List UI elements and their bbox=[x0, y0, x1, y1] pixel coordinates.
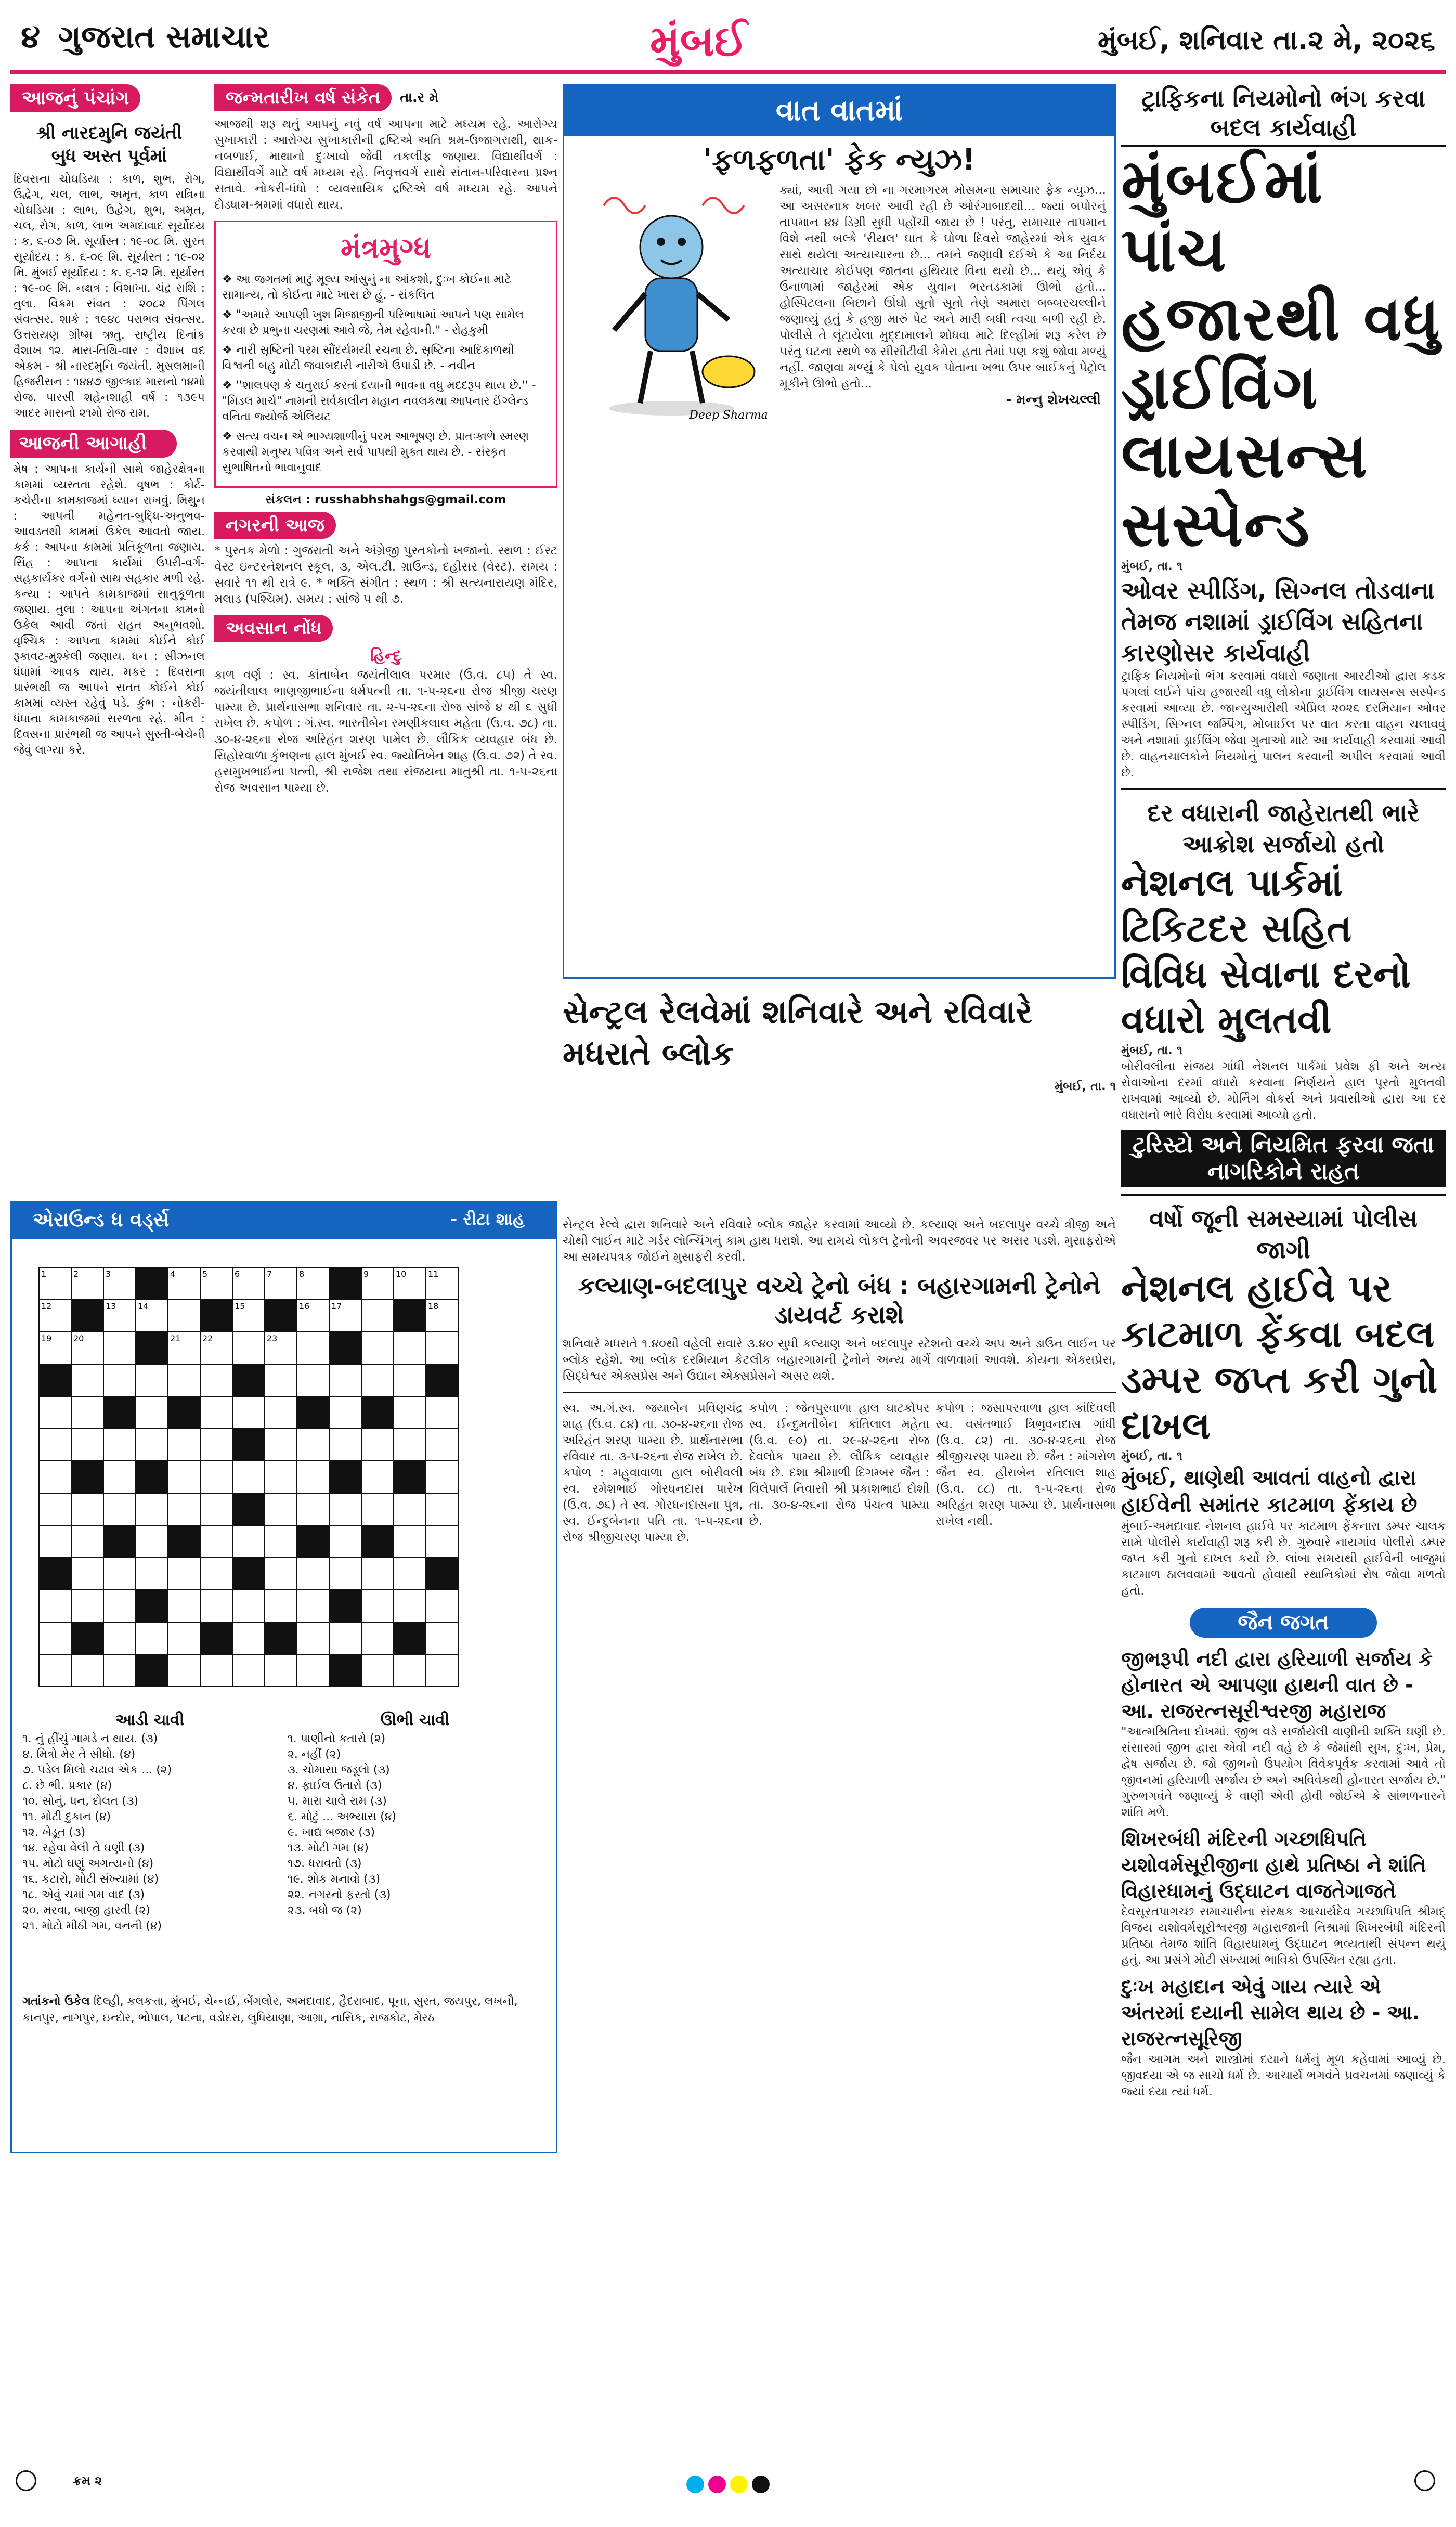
clue: ૨૨. નગરનો ફરતો (૩) bbox=[288, 1888, 391, 1901]
central-body: સેન્ટ્રલ રેલ્વે દ્વારા શનિવારે અને રવિવારે બ્લોક જાહેર કરવામાં આવ્યો છે. કલ્યાણ અને બદલાપુર વચ્ચે ત્રીજી અને ચોથી લાઈન માટે ગર્ડર લોન્ચિંગનું કામ હાથ ધરાશે. આ સમયે લોકલ ટ્રેનોની અવરજવર પર અસર પડશે. મુસાફરોએ આ સમયપત્રક જોઈને મુસાફરી કરવી. bbox=[563, 1218, 1116, 1264]
crossword-cell[interactable] bbox=[232, 1525, 265, 1558]
crossword-cell[interactable] bbox=[71, 1493, 103, 1525]
mantra-item: ❖ આ જગતમાં માટું મૂલ્ય આંસુનું ના આંકશો, દુઃખ કોઈના માટે સામાન્ય, તો કોઈના માટે ખાસ છે હું. - સંકલિત bbox=[222, 273, 511, 302]
crossword-cell[interactable] bbox=[394, 1396, 426, 1429]
crossword-cell[interactable] bbox=[103, 1429, 136, 1461]
crossword-cell[interactable] bbox=[361, 1461, 394, 1493]
vaat-header: વાત વાતમાં bbox=[564, 86, 1114, 136]
crossword-cell[interactable] bbox=[361, 1558, 394, 1590]
crossword-block bbox=[103, 1396, 136, 1429]
janma-date: તા.ર મે bbox=[400, 89, 439, 106]
crossword-cell[interactable] bbox=[297, 1493, 329, 1525]
down-head: ઊભી ચાવી bbox=[380, 1711, 450, 1729]
crossword-block bbox=[71, 1300, 103, 1332]
clue: ૧૫. મોટો ઘણું અગત્યનો (૪) bbox=[22, 1857, 154, 1870]
highway-dateline: મુંબઈ, તા. ૧ bbox=[1121, 1449, 1183, 1463]
crossword-block bbox=[232, 1558, 265, 1590]
panchang-title: શ્રી નારદમુનિ જયંતી બુધ અસ્ત પૂર્વમાં bbox=[36, 123, 183, 166]
crossword-block bbox=[232, 1429, 265, 1461]
crossword-number: 5 bbox=[202, 1269, 208, 1279]
clue: ૧. નું હીંચું ગામડે ન થાય. (૩) bbox=[22, 1732, 158, 1745]
vaat-body: ક્યાં, આવી ગયા છો ના ગરમાગરમ મોસમના સમાચાર ફેક ન્યુઝ... આ અસરનાક ખબર આવી રહી છે ઓરંગાબાદથી... જ્યાં બપોરનું તાપમાન ૪૪ ડિગ્રી સુધી પહોંચી જાય છે ! પરંતુ, સમાચાર તાપમાન વિશે નથી બલ્કે 'રીયલ' ઘાત કે ઘોળા દિવસે જાહેરમાં એક યુવક સાથે થયેલા અત્યાચારના છે... તમને જણાવી દઈએ કે આ નિર્દય અત્યાચાર કોઈપણ જાતના હથિયાર વિના થયો છે... થયું એવું કે ઉનાળામાં જાહેરમાં એક યુવાન ભરતડકામાં ઊભો હતો... હોસ્પિટલના બિછાને ઊંઘો સૂતો સૂતો તેણે અમારા બબ્બરચલ્લીને જણાવ્યું હતું કે હજી મારું પેટ અને મારી બધી ત્વચા બળી રહી છે. પોલીસે તે લૂંટાયેલા મુદ્દામાલને શોધવા માટે દિલ્હીમાં શરૂ કરેલ છે પરંતુ ઘટના સ્થળે જ સીસીટીવી કેમેરા હતા તેમાં પણ કશું જોવા મળ્યું નહીં. જાણવા મળ્યું કે પેલો યુવક પોતાના ખભા ઉપર બાઈકનું પેટ્રોલ મૂકીને ઊભો હતો... bbox=[779, 184, 1106, 391]
crossword-block bbox=[136, 1654, 168, 1687]
crossword-cell[interactable] bbox=[361, 1622, 394, 1654]
crossword-cell[interactable] bbox=[265, 1461, 297, 1493]
crossword-cell[interactable] bbox=[297, 1461, 329, 1493]
crossword-cell[interactable] bbox=[426, 1396, 458, 1429]
crossword-cell[interactable] bbox=[136, 1396, 168, 1429]
crossword-cell[interactable] bbox=[71, 1654, 103, 1687]
crossword-block bbox=[136, 1267, 168, 1300]
crossword-block bbox=[39, 1364, 71, 1396]
crossword-cell[interactable] bbox=[39, 1461, 71, 1493]
avsan-body: કાળ વર્ણ : સ્વ. કાંતાબેન જયંતીલાલ પરમાર (ઉ.વ. ૮૫) તે સ્વ. જયંતીલાલ ભાણજીભાઈના ધર્મપત્ની તા. ૧-૫-૨૬ના રોજ શ્રીજી ચરણ પામ્યા છે. પ્રાર્થનાસભા શનિવાર તા. ૨-૫-૨૬ના રોજ સાંજે ૪ થી ૬ સુધી રાખેલ છે. કપોળ : ગં.સ્વ. ભારતીબેન રમણીકલાલ મહેતા (ઉ.વ. ૭૮) તા. ૩૦-૪-૨૬ના રોજ અરિહંત શરણ પામેલ છે. લૌકિક વ્યવહાર બંધ છે. સિહોરવાળા કુંભણના હાલ મુંબઈ સ્વ. જ્યોતિબેન શાહ (ઉ.વ. ૭૨) તે સ્વ. હસમુખભાઈના પત્ની, શ્રી રાજેશ તથા સંજયના માતુશ્રી તા. ૧-૫-૨૬ના રોજ અવસાન પામ્યા છે. bbox=[214, 668, 557, 795]
mantra-list bbox=[222, 272, 550, 476]
crossword-answer bbox=[22, 1993, 548, 2027]
crossword-cell[interactable] bbox=[426, 1429, 458, 1461]
clue: ૯. ખાદ્ય બજાર (૩) bbox=[288, 1826, 375, 1839]
crossword-cell[interactable] bbox=[39, 1429, 71, 1461]
nagar-body: * પુસ્તક મેળો : ગુજરાતી અને અંગ્રેજી પુસ્તકોનો ખજાનો. સ્થળ : ઈસ્ટ વેસ્ટ ઇન્ટરનેશનલ સ્કૂલ, ૩, એલ.ટી. ગ્રાઉન્ડ, દહીસર (વેસ્ટ). સમય : સવારે ૧૧ થી રાત્રે ૯. * ભક્તિ સંગીત : સ્થળ : શ્રી સત્યનારાયણ મંદિર, મલાડ (પશ્ચિમ). સમય : સાંજે ૫ થી ૭. bbox=[214, 544, 557, 606]
jain-head-2: શિખરબંધી મંદિરની ગચ્છાધિપતિ યશોવર્મસૂરીજીના હાથે પ્રતિષ્ઠા ને શાંતિ વિહારધામનું ઉદ્ઘાટન વાજતેગાજતે bbox=[1121, 1828, 1426, 1902]
crossword-block bbox=[394, 1622, 426, 1654]
answer-text: દિલ્હી, કલકત્તા, મુંબઈ, ચેન્નઈ, બેંગલોર, અમદાવાદ, હૈદરાબાદ, પૂના, સુરત, જયપુર, લખનૌ, કાનપુર, નાગપુર, ઇન્દોર, ભોપાલ, પટના, વડોદરા, લુધિયાણા, આગ્રા, નાસિક, રાજકોટ, મેરઠ bbox=[22, 1995, 518, 2025]
crossword-number: 10 bbox=[396, 1269, 407, 1279]
page-number: ૪ bbox=[21, 19, 41, 55]
crossword-block bbox=[168, 1396, 200, 1429]
clue: ૪. મિત્રો મેર તે સીધો. (૪) bbox=[22, 1748, 136, 1761]
crossword-block bbox=[329, 1654, 361, 1687]
crossword-clues bbox=[22, 1713, 548, 1983]
crossword-cell[interactable] bbox=[361, 1429, 394, 1461]
compiler-email: સંકલન : russhabhshahgs@gmail.com bbox=[265, 493, 506, 507]
clue: ૭. પડેલ મિલો ચઢાવ એક ... (૨) bbox=[22, 1764, 172, 1777]
crossword-box bbox=[10, 1201, 557, 2153]
crossword-cell[interactable] bbox=[297, 1332, 329, 1364]
crossword-cell[interactable] bbox=[168, 1461, 200, 1493]
clue: ૧. પાણીનો કતારો (૨) bbox=[288, 1732, 386, 1745]
obituary-columns bbox=[563, 1401, 1116, 1546]
crossword-block bbox=[200, 1300, 232, 1332]
masthead-left bbox=[21, 19, 269, 55]
clue: ૮. છે ભી. પ્રકાર (૪) bbox=[22, 1779, 112, 1792]
crossword-cell[interactable] bbox=[361, 1493, 394, 1525]
crossword-block bbox=[232, 1364, 265, 1396]
vaat-box bbox=[563, 84, 1116, 979]
paper-name: ગુજરાત સમાચાર bbox=[58, 19, 270, 55]
jain-head-3: દુઃખ મહાદાન એવું ગાય ત્યારે એ અંતરમાં દયાની સામેલ થાય છે - આ. રાજરત્નસૂરિજી bbox=[1121, 1975, 1420, 2050]
crossword-cell[interactable] bbox=[329, 1364, 361, 1396]
crossword-block bbox=[297, 1396, 329, 1429]
color-bar-icon bbox=[686, 2476, 770, 2493]
crossword-cell[interactable] bbox=[329, 1558, 361, 1590]
crossword-cell[interactable] bbox=[71, 1429, 103, 1461]
clue: ૧૪. રહેવા વેલી તે ઘણી (૩) bbox=[22, 1842, 145, 1855]
crossword-number: 13 bbox=[106, 1301, 116, 1311]
traffic-dateline: મુંબઈ, તા. ૧ bbox=[1121, 560, 1183, 573]
crossword-block bbox=[361, 1525, 394, 1558]
obit-col: કપોળ : જસાપરવાળા હાલ કાંદિવલી સ્વ. વસંતભાઈ ત્રિભુવનદાસ ગાંધી (ઉ.વ. ૮૨) તા. ૩૦-૪-૨૬ના રોજ શ્રીજીચરણ પામ્યા છે. જૈન : માંગરોળ જૈન સ્વ. હીરાબેન રતિલાલ શાહ (ઉ.વ. ૮૮) તા. ૧-૫-૨૬ના રોજ અરિહંત શરણ પામ્યા છે. પ્રાર્થનાસભા રાખેલ નથી. bbox=[935, 1402, 1116, 1528]
crossword-cell[interactable] bbox=[426, 1332, 458, 1364]
crossword-cell[interactable] bbox=[426, 1622, 458, 1654]
crossword-cell[interactable] bbox=[297, 1429, 329, 1461]
divider bbox=[563, 1392, 1116, 1393]
crossword-block bbox=[426, 1364, 458, 1396]
highway-subhead: મુંબઈ, થાણેથી આવતાં વાહનો દ્વારા હાઈવેની સમાંતર કાટમાળ ફેંકાય છે bbox=[1121, 1466, 1418, 1517]
crossword-cell[interactable] bbox=[136, 1558, 168, 1590]
clue: ૫. મારા ચાલે રામ (૩) bbox=[288, 1795, 387, 1808]
crossword-cell[interactable] bbox=[426, 1654, 458, 1687]
crossword-cell[interactable] bbox=[265, 1525, 297, 1558]
traffic-body: ટ્રાફિક નિયમોનો ભંગ કરવામાં વધારો જણાતા આરટીઓ દ્વારા કડક પગલાં લઈને પાંચ હજારથી વધુ લોકોના ડ્રાઈવિંગ લાયસન્સ સસ્પેન્ડ કરવામાં આવ્યા છે. જાન્યુઆરીથી એપ્રિલ ૨૦૨૬ દરમિયાન ઓવર સ્પીડિંગ, સિગ્નલ જમ્પિંગ, મોબાઈલ પર વાત કરતા વાહન ચલાવવું અને નશામાં ડ્રાઈવિંગ જેવા ગુનાઓ માટે આ કાર્યવાહી કરવામાં આવી છે. વાહનચાલકોને નિયમોનું પાલન કરવાની અપીલ કરવામાં આવી છે. bbox=[1121, 669, 1446, 780]
janma-tag: જન્મતારીખ વર્ષ સંકેત bbox=[214, 84, 392, 111]
crossword-cell[interactable] bbox=[200, 1590, 232, 1622]
clue: ૧૯. શોક મનાવો (૩) bbox=[288, 1873, 381, 1886]
highway-kicker: વર્ષો જૂની સમસ્યામાં પોલીસ જાગી bbox=[1149, 1204, 1418, 1264]
highway-body: મુંબઈ-અમદાવાદ નેશનલ હાઈવે પર કાટમાળ ફેંકનારા ડમ્પર ચાલક સામે પોલીસે કાર્યવાહી શરૂ કરી છે. ગુરુવારે નાયગાંવ પોલીસે ડમ્પર જપ્ત કરી ગુનો દાખલ કર્યો છે. લાંબા સમયથી હાઈવેની બાજુમાં કાટમાળ ઠાલવવામાં આવતો હોવાથી સ્થાનિકોમાં રોષ જોવા મળતો હતો. bbox=[1121, 1520, 1446, 1598]
janma-body: આજથી શરૂ થતું આપનું નવું વર્ષ આપના માટે મધ્યમ રહે. આરોગ્ય સુખાકારી : આરોગ્ય સુખાકારીની દ્રષ્ટિએ અતિ શ્રમ-ઉજાગરાથી, થાક-નબળાઈ, માથાનો દુઃખાવો જેવી તકલીફ જણાય. વિદ્યાર્થીવર્ગ : વિદ્યાર્થીવર્ગે માટે વર્ષ મધ્યમ રહે. નિવૃત્તવર્ગ સાથે સંતાન-પરિવારના પ્રશ્ન સતાવે. નોકરી-ધંધો : વ્યવસાયિક દ્રષ્ટિએ વર્ષ મધ્યમ રહે. આપને દોડધામ-શ્રમમાં વધારો થાય. bbox=[214, 118, 557, 212]
crossword-cell[interactable] bbox=[329, 1525, 361, 1558]
jain-body-2: દેવસૂરતપાગચ્છ સમાચારીના સંરક્ષક આચાર્યદેવ ગચ્છાધિપતિ શ્રીમદ્ વિજય યશોવર્મસૂરીશ્વરજી મહારાજાની નિશ્રામાં શિખરબંધી મંદિરની પ્રતિષ્ઠા તેમજ શાંતિ વિહારધામનું ઉદ્ઘાટન ભવ્યતાથી સંપન્ન થયું હતું. આ પ્રસંગે મોટી સંખ્યામાં ભાવિકો ઉપસ્થિત રહ્યા હતા. bbox=[1121, 1905, 1446, 1967]
crossword-cell[interactable] bbox=[426, 1525, 458, 1558]
panchang-tag: આજનું પંચાંગ bbox=[10, 84, 140, 112]
crossword-number: 12 bbox=[41, 1301, 52, 1311]
crossword-cell[interactable] bbox=[232, 1461, 265, 1493]
column-vaat bbox=[563, 84, 1116, 1208]
crossword-number: 22 bbox=[202, 1333, 213, 1343]
crossword-cell[interactable] bbox=[168, 1493, 200, 1525]
park-headline: નેશનલ પાર્કમાં ટિકિટદર સહિત વિવિધ સેવાના દરનો વધારો મુલતવી bbox=[1121, 861, 1411, 1042]
date-line: મુંબઈ, શનિવાર તા.૨ મે, ૨૦૨૬ bbox=[1098, 25, 1435, 56]
clue: ૨. નહીં (૨) bbox=[288, 1748, 341, 1761]
crossword-title: એરાઉન્ડ ધ વર્ડ્સ bbox=[33, 1208, 170, 1231]
crossword-title-bar bbox=[12, 1203, 556, 1239]
park-dateline: મુંબઈ, તા. ૧ bbox=[1121, 1044, 1183, 1057]
jain-head-1: જીભરૂપી નદી દ્વારા હરિયાળી સર્જાય કે હોનારત એ આપણા હાથની વાત છે - આ. રાજરત્નસૂરીશ્વરજી મહારાજ bbox=[1121, 1648, 1433, 1722]
crossword-block bbox=[297, 1525, 329, 1558]
crossword-cell[interactable] bbox=[329, 1396, 361, 1429]
crossword-cell[interactable] bbox=[426, 1493, 458, 1525]
crossword-cell[interactable] bbox=[265, 1493, 297, 1525]
clue: ૬. મોટું ... અભ્યાસ (૪) bbox=[288, 1810, 396, 1823]
traffic-kicker: ટ્રાફિકના નિયમોનો ભંગ કરવા બદલ કાર્યવાહી bbox=[1121, 84, 1446, 147]
crossword-cell[interactable] bbox=[103, 1364, 136, 1396]
crossword-cell[interactable] bbox=[168, 1300, 200, 1332]
crossword-number: 9 bbox=[363, 1269, 369, 1279]
crossword-cell[interactable] bbox=[232, 1332, 265, 1364]
clue: ૧૧. મોટી દુકાન (૪) bbox=[22, 1810, 111, 1823]
clue: ૨૩. બધો જ (૨) bbox=[288, 1904, 362, 1917]
avsan-tag: અવસાન નોંધ bbox=[214, 615, 333, 642]
crossword-block bbox=[394, 1461, 426, 1493]
crossword-block bbox=[329, 1461, 361, 1493]
rashifal-tag: આજની આગાહી bbox=[10, 430, 177, 458]
column-news bbox=[1121, 84, 1446, 2477]
mantra-item: ❖ સત્ય વચન એ ભાગ્યશાળીનું પરમ આભૂષણ છે. પ્રાતઃકાળે સ્મરણ કરવાથી મનુષ્ય પવિત્ર અને સર્વ પાપથી મુક્ત થાય છે. - સંસ્કૃત સુભાષિતનો ભાવાનુવાદ bbox=[222, 430, 529, 474]
crossword-cell[interactable] bbox=[361, 1654, 394, 1687]
crossword-cell[interactable] bbox=[71, 1364, 103, 1396]
across-head: આડી ચાવી bbox=[115, 1711, 185, 1729]
clue: ૨૧. મોટો મીઠી ગમ, વનની (૪) bbox=[22, 1920, 162, 1933]
crossword-number: 17 bbox=[331, 1301, 342, 1311]
traffic-subhead: ઓવર સ્પીડિંગ, સિગ્નલ તોડવાના તેમજ નશામાં ડ્રાઈવિંગ સહિતના કારણોસર કાર્યવાહી bbox=[1121, 576, 1435, 667]
crossword-block bbox=[361, 1396, 394, 1429]
central-sub-body: શનિવારે મધરાતે ૧.૪૦થી વહેલી સવારે ૩.૪૦ સુધી કલ્યાણ અને બદલાપુર સ્ટેશનો વચ્ચે અપ અને ડાઉન લાઈન પર બ્લોક રહેશે. આ બ્લોક દરમિયાન કેટલીક બહારગામની ટ્રેનોને અન્ય માર્ગે વાળવામાં આવશે. કોયના એક્સપ્રેસ, સિદ્ધેશ્વર એક્સપ્રેસ અને ઉદ્યાન એક્સપ્રેસને અસર થશે. bbox=[563, 1337, 1116, 1383]
crossword-cell[interactable] bbox=[168, 1622, 200, 1654]
crossword-cell[interactable] bbox=[71, 1558, 103, 1590]
crossword-cell[interactable] bbox=[136, 1493, 168, 1525]
clue: ૨૦. મરવા, બાજી હારવી (૨) bbox=[22, 1904, 150, 1917]
park-body: બોરીવલીના સંજય ગાંધી નેશનલ પાર્કમાં પ્રવેશ ફી અને અન્ય સેવાઓના દરમાં વધારો કરવાના નિર્ણયને હાલ પૂરતો મુલતવી રાખવામાં આવ્યો છે. મોર્નિંગ વોકર્સ અને પ્રવાસીઓ દ્વારા આ દર વધારાનો ભારે વિરોધ કરવામાં આવ્યો હતો. bbox=[1121, 1060, 1446, 1122]
mantra-item: ❖ "અમારે આપણી ખુશ મિજાજીની પરિભાષામાં આપને પણ સામેલ કરવા છે પ્રભુના ચરણમાં આવે જે, તેમ રહેવાની." - રોહકુમી bbox=[222, 308, 524, 337]
crossword-number: 2 bbox=[73, 1269, 79, 1279]
crossword-cell[interactable] bbox=[103, 1590, 136, 1622]
crossword-number: 23 bbox=[267, 1333, 278, 1343]
jain-body-3: જૈન આગમ અને શાસ્ત્રોમાં દયાને ધર્મનું મૂળ કહેવામાં આવ્યું છે. જીવદયા એ જ સાચો ધર્મ છે. આચાર્ય ભગવંતે પ્રવચનમાં જણાવ્યું કે જ્યાં દયા ત્યાં ધર્મ. bbox=[1121, 2053, 1446, 2098]
crossword-cell[interactable] bbox=[103, 1558, 136, 1590]
park-kicker: દર વધારાની જાહેરાતથી ભારે આક્રોશ સર્જાયો હતો bbox=[1147, 799, 1420, 858]
crossword-cell[interactable] bbox=[168, 1558, 200, 1590]
central-dateline: મુંબઈ, તા. ૧ bbox=[1054, 1080, 1116, 1093]
crossword-cell[interactable] bbox=[361, 1332, 394, 1364]
crossword-cell[interactable] bbox=[168, 1654, 200, 1687]
answer-label: ગતાંકનો ઉકેલ bbox=[22, 1995, 90, 2008]
jain-bar: જૈન જગત bbox=[1190, 1608, 1377, 1638]
crossword-number: 16 bbox=[299, 1301, 310, 1311]
print-marks bbox=[10, 2470, 1446, 2502]
crossword-cell[interactable] bbox=[232, 1396, 265, 1429]
crossword-block bbox=[232, 1493, 265, 1525]
crossword-block bbox=[329, 1267, 361, 1300]
crossword-cell[interactable] bbox=[200, 1493, 232, 1525]
nagar-tag: નગરની આજ bbox=[214, 512, 336, 539]
jain-body-1: "આત્મશ્રિતિના દોખમાં. જીભ વડે સર્જાયેલી વાણીની શક્તિ ઘણી છે. સંસારમાં જીભ દ્વારા એવી નદી વહે છે કે જેમાંથી સુખ, દુઃખ, પ્રેમ, દ્વેષ સર્જાય છે. જો જીભનો ઉપયોગ વિવેકપૂર્વક કરવામાં આવે તો જીવનમાં હરિયાળી સર્જાય છે અને અવિવેકથી હોનારત સર્જાય છે." ગુરુભગવંતે જણાવ્યું કે વાણી એવી હોવી જોઈએ કે સાંભળનારને શાંતિ મળે. bbox=[1121, 1725, 1446, 1819]
crossword-cell[interactable] bbox=[103, 1654, 136, 1687]
crossword-cell[interactable] bbox=[297, 1622, 329, 1654]
crossword-cell[interactable] bbox=[200, 1364, 232, 1396]
obit-col: કપોળ : જેતપુરવાળા હાલ ઘાટકોપર સ્વ. ઈન્દુમતીબેન કાંતિલાલ મહેતા (ઉ.વ. ૯૦) તા. ૨૯-૪-૨૬ના રોજ દેવલોક પામ્યા છે. લૌકિક વ્યવહાર બંધ છે. દશા શ્રીમાળી દિગમ્બર જૈન : વિલેપાર્લે નિવાસી શ્રી પ્રકાશભાઈ દોશી તા. ૩૦-૪-૨૬ના રોજ પંચત્વ પામ્યા છે. bbox=[749, 1402, 930, 1528]
crossword-cell[interactable] bbox=[136, 1525, 168, 1558]
crossword-block bbox=[265, 1622, 297, 1654]
crossword-cell[interactable] bbox=[361, 1590, 394, 1622]
newspaper-page bbox=[10, 16, 1446, 2512]
city-label: મુંબઈ bbox=[650, 17, 748, 66]
crossword-cell[interactable] bbox=[71, 1525, 103, 1558]
crossword-cell[interactable] bbox=[200, 1429, 232, 1461]
crossword-cell[interactable] bbox=[361, 1300, 394, 1332]
crossword-number: 20 bbox=[73, 1333, 84, 1343]
mantra-title: મંત્રમુગ્ધ bbox=[341, 231, 431, 265]
crossword-cell[interactable] bbox=[200, 1461, 232, 1493]
vaat-title: 'ફળફળતા' ફેક ન્યુઝ! bbox=[703, 143, 976, 177]
crossword-cell[interactable] bbox=[71, 1590, 103, 1622]
crossword-cell[interactable] bbox=[39, 1590, 71, 1622]
mantra-item: ❖ નારી સૃષ્ટિની પરમ સૌંદર્યમયી રચના છે. સૃષ્ટિના આદિકાળથી વિશ્વની બહુ મોટી જવાબદારી નારીએ ઉપાડી છે. - નવીન bbox=[222, 344, 514, 372]
crossword-cell[interactable] bbox=[297, 1364, 329, 1396]
crossword-number: 21 bbox=[170, 1333, 181, 1343]
crossword-cell[interactable] bbox=[103, 1493, 136, 1525]
crossword-number: 8 bbox=[299, 1269, 305, 1279]
crossword-cell[interactable] bbox=[71, 1396, 103, 1429]
crossword-number: 19 bbox=[41, 1333, 52, 1343]
crossword-cell[interactable] bbox=[329, 1622, 361, 1654]
column-janma bbox=[214, 84, 557, 1208]
crossword-cell[interactable] bbox=[426, 1590, 458, 1622]
registration-mark-icon bbox=[1414, 2470, 1435, 2491]
crossword-block bbox=[394, 1300, 426, 1332]
crossword-cell[interactable] bbox=[394, 1590, 426, 1622]
crossword-byline: - રીટા શાહ bbox=[450, 1209, 525, 1229]
crossword-block bbox=[136, 1590, 168, 1622]
crossword-cell[interactable] bbox=[394, 1493, 426, 1525]
crossword-cell[interactable] bbox=[394, 1525, 426, 1558]
down-clues bbox=[288, 1713, 542, 1919]
avsan-subhead: હિન્દુ bbox=[370, 647, 401, 665]
crossword-cell[interactable] bbox=[103, 1622, 136, 1654]
clue: ૧૩. મોટી ગમ (૪) bbox=[288, 1842, 369, 1855]
crossword-cell[interactable] bbox=[103, 1332, 136, 1364]
crossword-cell[interactable] bbox=[297, 1590, 329, 1622]
traffic-headline: મુંબઈમાં પાંચ હજારથી વધુ ડ્રાઈવિંગ લાયસન્સ સસ્પેન્ડ bbox=[1121, 145, 1441, 560]
crossword-block bbox=[168, 1525, 200, 1558]
crossword-block bbox=[329, 1590, 361, 1622]
crossword-cell[interactable] bbox=[232, 1654, 265, 1687]
cartoon-signature: Deep Sharma bbox=[689, 409, 768, 422]
crossword-number: 3 bbox=[106, 1269, 111, 1279]
crossword-cell[interactable] bbox=[394, 1332, 426, 1364]
crossword-cell[interactable] bbox=[297, 1558, 329, 1590]
clue: ૧૭. ધરાવતો (૩) bbox=[288, 1857, 362, 1870]
crossword-number: 4 bbox=[170, 1269, 176, 1279]
central-headline: સેન્ટ્રલ રેલવેમાં શનિવારે અને રવિવારે મધરાતે બ્લોક bbox=[563, 993, 1033, 1072]
crossword-block bbox=[200, 1622, 232, 1654]
highway-headline: નેશનલ હાઈવે પર કાટમાળ ફેંકવા બદલ ડમ્પર જપ્ત કરી ગુનો દાખલ bbox=[1121, 1266, 1438, 1447]
vaat-body-wrap bbox=[564, 183, 1114, 422]
crossword-cell[interactable] bbox=[39, 1396, 71, 1429]
masthead bbox=[10, 16, 1446, 74]
divider bbox=[1121, 788, 1446, 790]
crossword-cell[interactable] bbox=[265, 1590, 297, 1622]
crossword-cell[interactable] bbox=[200, 1558, 232, 1590]
central-subhead: કલ્યાણ-બદલાપુર વચ્ચે ટ્રેનો બંધ : બહારગામની ટ્રેનોને ડાયવર્ટ કરાશે bbox=[578, 1272, 1101, 1329]
crossword-cell[interactable] bbox=[265, 1396, 297, 1429]
avsan-section bbox=[214, 615, 557, 796]
panchang-body: દિવસના ચોઘડિયા : કાળ, શુભ, રોગ, ઉદ્વેગ, ચલ, લાભ, અમૃત, કાળ રાત્રિના ચોઘડિયા : લાભ, ઉદ્વેગ, શુભ, અમૃત, ચલ, રોગ, કાળ, લાભ અમદાવાદ સૂર્યોદય : ક. ૬-૦૭ મિ. સૂર્યાસ્ત : ૧૯-૦૮ મિ. સુરત સૂર્યોદય : ક. ૬-૦૯ મિ. સૂર્યાસ્ત : ૧૯-૦૨ મિ. મુંબઈ સૂર્યોદય : ક. ૬-૧૨ મિ. સૂર્યાસ્ત : ૧૯-૦૯ મિ. નક્ષત્ર : વિશાખા. ચંદ્ર રાશિ : તુલા. વિક્રમ સંવત : ૨૦૮૨ પિંગલ સંવત્સર. શાકે : ૧૯૪૮ પરાભવ સંવત્સર. ઉત્તરાયણ ગ્રીષ્મ ઋતુ. રાષ્ટ્રીય દિનાંક વૈશાખ ૧૨. માસ-તિથિ-વાર : વૈશાખ વદ એકમ - શ્રી નારદમુનિ જયંતી. મુસલમાની હિજરીસન : ૧૪૪૭ જીલ્કાદ માસનો ૧૪મો રોજ. પારસી શહેનશાહી વર્ષ : ૧૩૯૫ આદર માસનો ૨૧મો રોજ રામ. bbox=[14, 173, 205, 420]
crossword-cell[interactable] bbox=[265, 1654, 297, 1687]
clue: ૧૨. ખેડૂત (૩) bbox=[22, 1826, 86, 1839]
mantra-box bbox=[214, 221, 557, 488]
central-rail-story bbox=[563, 1217, 1116, 2153]
crossword-cell[interactable] bbox=[265, 1429, 297, 1461]
crossword-cell[interactable] bbox=[232, 1622, 265, 1654]
crossword-cell[interactable] bbox=[168, 1590, 200, 1622]
divider bbox=[1121, 1194, 1446, 1196]
crossword-cell[interactable] bbox=[39, 1525, 71, 1558]
across-clues bbox=[22, 1713, 277, 1934]
crossword-cell[interactable] bbox=[265, 1364, 297, 1396]
crossword-cell[interactable] bbox=[136, 1364, 168, 1396]
crossword-cell[interactable] bbox=[265, 1558, 297, 1590]
rashifal-body: મેષ : આપના કાર્યની સાથે જાહેરક્ષેત્રના કામમાં વ્યસ્તતા રહેશે. વૃષભ : કોર્ટ-કચેરીના કામકાજમાં ધ્યાન રાખવું. મિથુન : આપની મહેનત-બુદ્ધિ-અનુભવ-આવડતથી કામમાં ઉકેલ આવતો જાય. કર્ક : આપના કામમાં પ્રતિકૂળતા જણાય. સિંહ : આપના કાર્યમાં ઉપરી-વર્ગ-સહકાર્યકર વર્ગનો સાથ સહકાર મળી રહે. કન્યા : આપને કામકાજમાં સાનુકૂળતા જણાય. તુલા : આપના અંગતના કામનો ઉકેલ આવી જતાં રાહત અનુભવશો. વૃશ્ચિક : આપના કામમાં કોઈને કોઈ રૂકાવટ-મુશ્કેલી જણાય. ધન : સીઝનલ ધંધામાં આવક થાય. મકર : દિવસના પ્રારંભથી જ આપને સતત કોઈને કોઈ કામમાં વ્યસ્ત રહેવું પડે. કુંભ : નોકરી-ધંધાના કામકાજમાં સરળતા રહે. મીન : દિવસના પ્રારંભથી જ આપને સુસ્તી-બેચેની જેવું લાગ્યા કરે. bbox=[14, 463, 205, 757]
crossword-cell[interactable] bbox=[39, 1654, 71, 1687]
crossword-cell[interactable] bbox=[168, 1364, 200, 1396]
crossword-cell[interactable] bbox=[232, 1590, 265, 1622]
crossword-cell[interactable] bbox=[200, 1396, 232, 1429]
crossword-number: 14 bbox=[138, 1301, 149, 1311]
crossword-cell[interactable] bbox=[200, 1654, 232, 1687]
crossword-block bbox=[39, 1558, 71, 1590]
clue: ૩. ચોમાસા જડૂલો (૩) bbox=[288, 1764, 390, 1777]
crossword-cell[interactable] bbox=[426, 1461, 458, 1493]
clue: ૧૮. એવું ચમાં ગમ વાદ (૩) bbox=[22, 1888, 145, 1901]
crossword-cell[interactable] bbox=[200, 1525, 232, 1558]
crossword-number: 7 bbox=[267, 1269, 272, 1279]
crossword-block bbox=[136, 1461, 168, 1493]
crossword-number: 18 bbox=[428, 1301, 439, 1311]
crossword-cell[interactable] bbox=[136, 1622, 168, 1654]
crossword-block bbox=[71, 1461, 103, 1493]
crossword-cell[interactable] bbox=[39, 1622, 71, 1654]
registration-mark-icon bbox=[16, 2470, 36, 2491]
vaat-author: - મન્નુ શેખચલ્લી bbox=[1006, 392, 1101, 408]
crossword-cell[interactable] bbox=[394, 1364, 426, 1396]
crossword-cell[interactable] bbox=[297, 1654, 329, 1687]
crossword-cell[interactable] bbox=[39, 1493, 71, 1525]
crossword-block bbox=[71, 1622, 103, 1654]
crossword-block bbox=[103, 1525, 136, 1558]
crossword-block bbox=[136, 1332, 168, 1364]
cartoon-illustration bbox=[573, 185, 770, 424]
park-strip: ટુરિસ્ટો અને નિયમિત ફરવા જતા નાગરિકોને રાહત bbox=[1121, 1130, 1446, 1187]
obit-col: સ્વ. અ.ગં.સ્વ. જયાબેન પ્રવિણચંદ્ર શાહ (ઉ.વ. ૮૪) તા. ૩૦-૪-૨૬ના રોજ અરિહંત શરણ પામ્યા છે. પ્રાર્થનાસભા રવિવાર તા. ૩-૫-૨૬ના રોજ રાખેલ છે. કપોળ : મહુવાવાળા હાલ બોરીવલી સ્વ. રમેશભાઈ ગોરધનદાસ પારેખ (ઉ.વ. ૭૬) તે સ્વ. ગોરધનદાસના પુત્ર, સ્વ. ઈન્દુબેનના પતિ તા. ૧-૫-૨૬ના રોજ શ્રીજીચરણ પામ્યા છે. bbox=[563, 1402, 743, 1544]
janma-header bbox=[214, 84, 557, 111]
crossword-number: 15 bbox=[235, 1301, 245, 1311]
page-code: ક્રમ ૨ bbox=[73, 2473, 102, 2488]
crossword-cell[interactable] bbox=[329, 1429, 361, 1461]
crossword-grid bbox=[37, 1265, 463, 1692]
crossword-cell[interactable] bbox=[103, 1461, 136, 1493]
crossword-number: 6 bbox=[235, 1269, 240, 1279]
clue: ૧૬. કટારો, મોટી સંખ્યામાં (૪) bbox=[22, 1873, 159, 1886]
mantra-item: ❖ ''શાલપણ કે ચતુરાઈ કરતાં દયાની ભાવના વધુ મદદરૂપ થાય છે.'' - "મિડલ માર્ચ" નામની સર્વકાલીન મહાન નવલકથા આપનાર ઈંગ્લેન્ડ વનિતા જ્યોર્જ એલિયટ bbox=[222, 379, 536, 423]
crossword-cell[interactable] bbox=[136, 1429, 168, 1461]
crossword-cell[interactable] bbox=[329, 1493, 361, 1525]
crossword-cell[interactable] bbox=[394, 1558, 426, 1590]
crossword-number: 1 bbox=[41, 1269, 47, 1279]
crossword-cell[interactable] bbox=[394, 1654, 426, 1687]
crossword-cell[interactable] bbox=[168, 1429, 200, 1461]
crossword-cell[interactable] bbox=[394, 1429, 426, 1461]
clue: ૪. ફાઈલ ઉતારો (૩) bbox=[288, 1779, 382, 1792]
clue: ૧૦. સોનું, ધન, દોલત (૩) bbox=[22, 1795, 139, 1808]
crossword-number: 11 bbox=[428, 1269, 439, 1279]
crossword-block bbox=[426, 1558, 458, 1590]
crossword-cell[interactable] bbox=[361, 1364, 394, 1396]
crossword-block bbox=[329, 1332, 361, 1364]
crossword-block bbox=[265, 1300, 297, 1332]
